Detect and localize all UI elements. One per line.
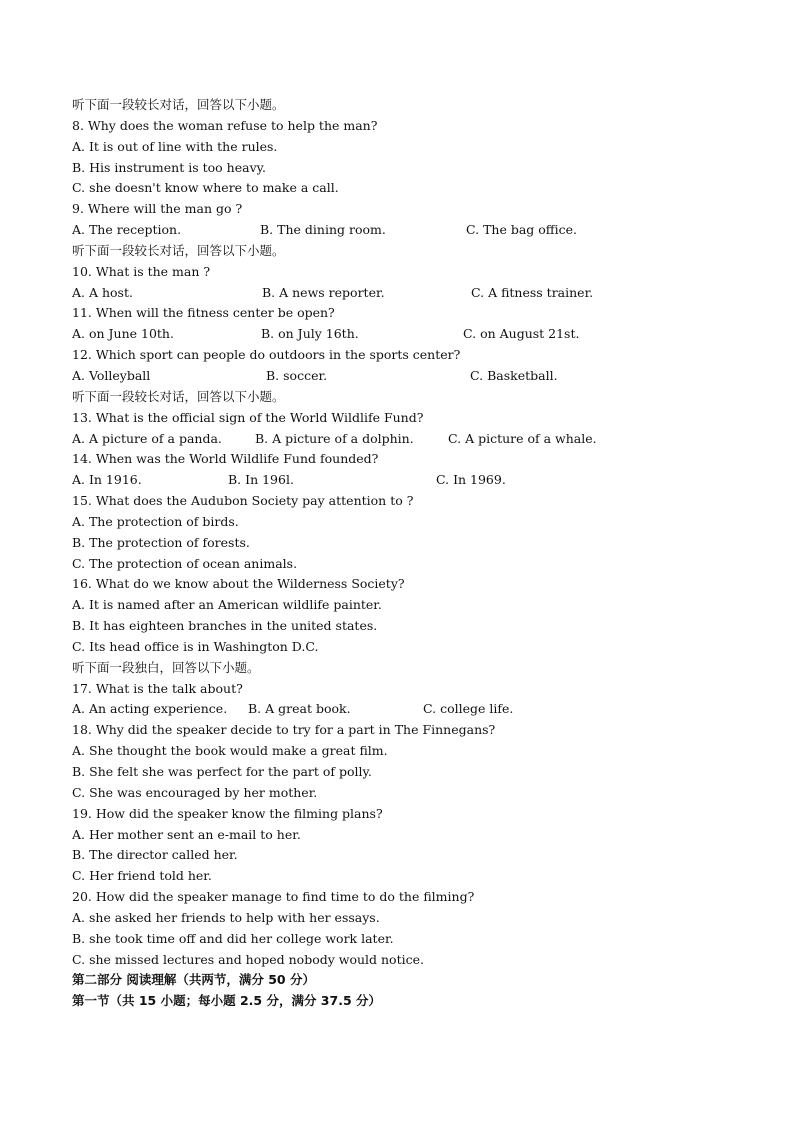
option-17a: A. An acting experience.	[72, 701, 228, 717]
option-8a: A. It is out of line with the rules.	[72, 138, 278, 154]
option-12a: A. Volleyball	[72, 367, 151, 383]
options-11	[72, 324, 732, 345]
question-18: 18. Why did the speaker decide to try for a part in The Finnegans?	[72, 722, 496, 738]
question-11: 11. When will the fitness center be open?	[72, 305, 335, 321]
question-17: 17. What is the talk about?	[72, 680, 243, 696]
question-8: 8. Why does the woman refuse to help the man?	[72, 117, 378, 133]
option-10c: C. A fitness trainer.	[471, 284, 594, 300]
option-14c: C. In 1969.	[436, 472, 506, 488]
option-10a: A. A host.	[72, 284, 133, 300]
options-12	[72, 366, 732, 387]
section-one-heading: 第一节（共 15 小题；每小题 2.5 分，满分 37.5 分）	[72, 993, 381, 1009]
option-20c: C. she missed lectures and hoped nobody would notice.	[72, 951, 424, 967]
option-14b: B. In 196l.	[228, 472, 294, 488]
option-15b: B. The protection of forests.	[72, 534, 250, 550]
option-11a: A. on June 10th.	[72, 326, 174, 342]
option-13b: B. A picture of a dolphin.	[255, 430, 414, 446]
options-10	[72, 283, 732, 304]
option-20b: B. she took time off and did her college work later.	[72, 930, 394, 946]
section-instruction: 听下面一段独白，回答以下小题。	[72, 659, 260, 675]
option-9b: B. The dining room.	[260, 222, 386, 238]
option-17b: B. A great book.	[248, 701, 351, 717]
option-19a: A. Her mother sent an e-mail to her.	[72, 826, 301, 842]
option-15a: A. The protection of birds.	[72, 513, 239, 529]
document-page	[72, 95, 732, 1012]
options-9	[72, 220, 732, 241]
option-18a: A. She thought the book would make a great film.	[72, 743, 388, 759]
option-16b: B. It has eighteen branches in the united states.	[72, 618, 378, 634]
option-19b: B. The director called her.	[72, 847, 238, 863]
option-12b: B. soccer.	[266, 367, 328, 383]
option-14a: A. In 1916.	[72, 472, 142, 488]
question-15: 15. What does the Audubon Society pay attention to ?	[72, 493, 414, 509]
option-13c: C. A picture of a whale.	[448, 430, 597, 446]
question-19: 19. How did the speaker know the filming plans?	[72, 805, 383, 821]
option-18b: B. She felt she was perfect for the part of polly.	[72, 764, 372, 779]
option-16c: C. Its head office is in Washington D.C.	[72, 638, 319, 654]
option-9a: A. The reception.	[72, 222, 182, 238]
option-10b: B. A news reporter.	[262, 284, 385, 300]
option-16a: A. It is named after an American wildlife painter.	[72, 597, 382, 613]
option-20a: A. she asked her friends to help with her essays.	[72, 909, 380, 925]
question-12: 12. Which sport can people do outdoors in the sports center?	[72, 347, 461, 363]
section-instruction: 听下面一段较长对话，回答以下小题。	[72, 242, 285, 258]
part-two-heading: 第二部分 阅读理解（共两节，满分 50 分）	[72, 972, 315, 988]
option-12c: C. Basketball.	[470, 367, 558, 383]
option-19c: C. Her friend told her.	[72, 868, 212, 884]
option-18c: C. She was encouraged by her mother.	[72, 784, 318, 800]
option-8b: B. His instrument is too heavy.	[72, 159, 267, 175]
options-13	[72, 429, 732, 450]
question-10: 10. What is the man ?	[72, 263, 211, 279]
option-11b: B. on July 16th.	[261, 326, 359, 342]
options-14	[72, 470, 732, 491]
option-11c: C. on August 21st.	[463, 326, 580, 342]
section-instruction: 听下面一段较长对话，回答以下小题。	[72, 97, 285, 112]
question-14: 14. When was the World Wildlife Fund founded?	[72, 451, 379, 467]
section-instruction: 听下面一段较长对话，回答以下小题。	[72, 388, 285, 404]
options-17	[72, 699, 732, 720]
question-13: 13. What is the official sign of the World Wildlife Fund?	[72, 409, 424, 425]
option-15c: C. The protection of ocean animals.	[72, 555, 298, 571]
question-9: 9. Where will the man go ?	[72, 201, 243, 217]
option-17c: C. college life.	[423, 701, 514, 717]
option-9c: C. The bag office.	[466, 222, 578, 238]
option-13a: A. A picture of a panda.	[72, 430, 222, 446]
question-16: 16. What do we know about the Wilderness Society?	[72, 576, 405, 592]
question-20: 20. How did the speaker manage to find time to do the filming?	[72, 889, 475, 905]
option-8c: C. she doesn't know where to make a call.	[72, 180, 339, 196]
